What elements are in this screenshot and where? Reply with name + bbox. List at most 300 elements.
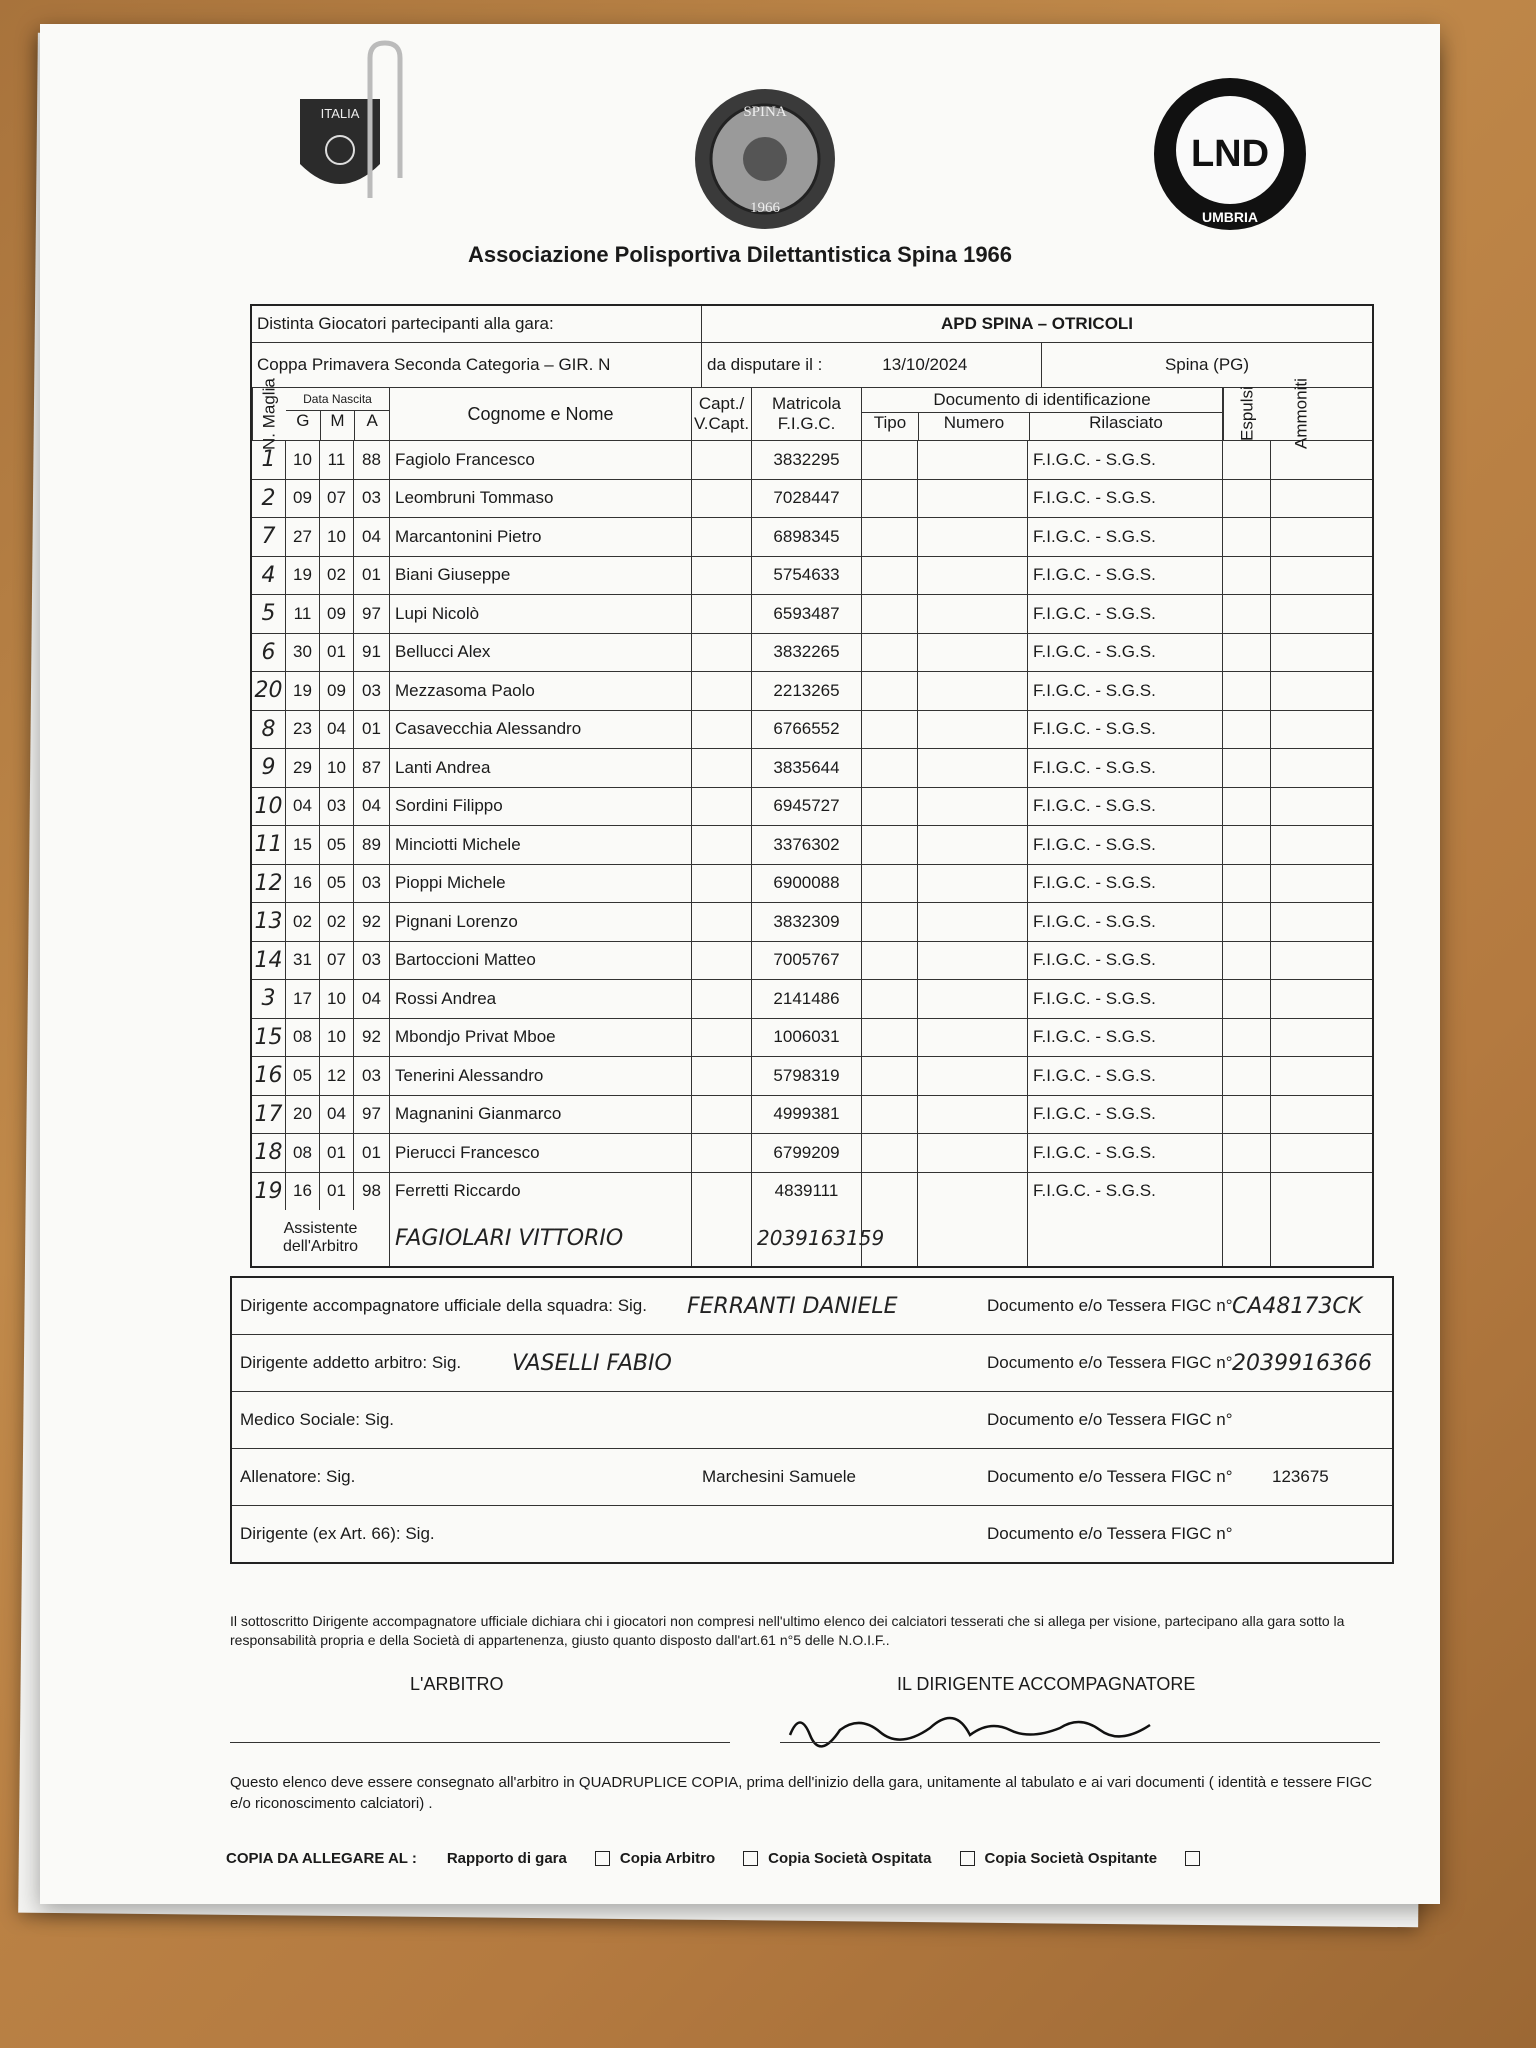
- captain-cell: [692, 480, 752, 518]
- doc-number-cell: [918, 518, 1028, 556]
- col-tipo: Tipo: [862, 413, 919, 440]
- official-row: [232, 1449, 1392, 1506]
- spina-logo-bottom-text: 1966: [750, 200, 780, 216]
- player-name: Ferretti Riccardo: [390, 1173, 692, 1211]
- matricola-number: 6945727: [752, 788, 862, 826]
- player-name: Mbondjo Privat Mboe: [390, 1019, 692, 1057]
- col-n-maglia: N. Maglia: [252, 388, 286, 440]
- table-row: [252, 1096, 1372, 1135]
- warned-cell: [1271, 826, 1332, 864]
- doc-number-cell: [918, 634, 1028, 672]
- player-jersey-number: 10: [252, 788, 286, 826]
- warned-cell: [1271, 711, 1332, 749]
- birth-month: 07: [320, 480, 354, 518]
- birth-day: 19: [286, 557, 320, 595]
- table-row: [252, 480, 1372, 519]
- expelled-cell: [1223, 749, 1271, 787]
- player-jersey-number: 19: [252, 1173, 286, 1211]
- birth-month: 05: [320, 826, 354, 864]
- players-table: [250, 304, 1374, 1268]
- warned-cell: [1271, 749, 1332, 787]
- player-jersey-number: 9: [252, 749, 286, 787]
- issued-by: F.I.G.C. - S.G.S.: [1028, 865, 1223, 903]
- col-data-nascita: [286, 388, 390, 440]
- table-row: [252, 1019, 1372, 1058]
- matricola-number: 1006031: [752, 1019, 862, 1057]
- table-row: [252, 865, 1372, 904]
- birth-month: 10: [320, 1019, 354, 1057]
- birth-year: 98: [354, 1173, 390, 1211]
- doc-number-cell: [918, 672, 1028, 710]
- birth-day: 16: [286, 865, 320, 903]
- doc-number-cell: [918, 480, 1028, 518]
- player-jersey-number: 11: [252, 826, 286, 864]
- birth-day: 08: [286, 1019, 320, 1057]
- issued-by: F.I.G.C. - S.G.S.: [1028, 942, 1223, 980]
- expelled-cell: [1223, 595, 1271, 633]
- doc-number-cell: [918, 1134, 1028, 1172]
- birth-month: 12: [320, 1057, 354, 1095]
- matricola-number: 4839111: [752, 1173, 862, 1211]
- player-name: Tenerini Alessandro: [390, 1057, 692, 1095]
- birth-day: 16: [286, 1173, 320, 1211]
- captain-cell: [692, 595, 752, 633]
- warned-cell: [1271, 1173, 1332, 1211]
- official-label: Dirigente addetto arbitro: Sig.: [240, 1353, 462, 1372]
- birth-month: 09: [320, 595, 354, 633]
- player-rows: [252, 441, 1372, 1210]
- birth-month: 07: [320, 942, 354, 980]
- spina-logo-top-text: SPINA: [743, 104, 787, 120]
- doc-number-cell: [918, 711, 1028, 749]
- table-row: [252, 518, 1372, 557]
- expelled-cell: [1223, 711, 1271, 749]
- officials-box: [230, 1276, 1394, 1564]
- player-jersey-number: 20: [252, 672, 286, 710]
- birth-year: 89: [354, 826, 390, 864]
- player-jersey-number: 14: [252, 942, 286, 980]
- player-name: Mezzasoma Paolo: [390, 672, 692, 710]
- birth-month: 10: [320, 518, 354, 556]
- expelled-cell: [1223, 1173, 1271, 1211]
- official-doc-label: Documento e/o Tessera FIGC n°: [987, 1296, 1233, 1315]
- birth-year: 04: [354, 518, 390, 556]
- player-jersey-number: 8: [252, 711, 286, 749]
- doc-number-cell: [918, 441, 1028, 479]
- copy-option-label: Copia Società Ospitata: [768, 1850, 932, 1867]
- arbitro-signature-label: L'ARBITRO: [410, 1674, 504, 1694]
- table-row: [252, 942, 1372, 981]
- official-doc-value: 2039916366: [1232, 1350, 1372, 1376]
- issued-by: F.I.G.C. - S.G.S.: [1028, 672, 1223, 710]
- col-g: G: [286, 411, 321, 440]
- document-sheet: [40, 24, 1440, 1904]
- official-label: Allenatore: Sig.: [240, 1467, 356, 1486]
- expelled-cell: [1223, 518, 1271, 556]
- birth-day: 27: [286, 518, 320, 556]
- expelled-cell: [1223, 441, 1271, 479]
- matricola-number: 7005767: [752, 942, 862, 980]
- birth-year: 03: [354, 480, 390, 518]
- paperclip: [340, 38, 440, 208]
- player-name: Magnanini Gianmarco: [390, 1096, 692, 1134]
- table-row: [252, 441, 1372, 480]
- copy-checkbox[interactable]: [960, 1851, 975, 1866]
- birth-day: 29: [286, 749, 320, 787]
- doc-type-cell: [862, 557, 918, 595]
- issued-by: F.I.G.C. - S.G.S.: [1028, 788, 1223, 826]
- birth-year: 03: [354, 865, 390, 903]
- expelled-cell: [1223, 557, 1271, 595]
- table-row: [252, 1173, 1372, 1211]
- birth-day: 17: [286, 980, 320, 1018]
- player-jersey-number: 4: [252, 557, 286, 595]
- player-name: Pioppi Michele: [390, 865, 692, 903]
- issued-by: F.I.G.C. - S.G.S.: [1028, 1057, 1223, 1095]
- official-label: Dirigente (ex Art. 66): Sig.: [240, 1524, 435, 1543]
- issued-by: F.I.G.C. - S.G.S.: [1028, 903, 1223, 941]
- captain-cell: [692, 711, 752, 749]
- matricola-number: 5798319: [752, 1057, 862, 1095]
- player-name: Bellucci Alex: [390, 634, 692, 672]
- captain-cell: [692, 980, 752, 1018]
- table-row: [252, 749, 1372, 788]
- doc-number-cell: [918, 903, 1028, 941]
- col-a: A: [366, 411, 378, 430]
- birth-month: 10: [320, 749, 354, 787]
- captain-cell: [692, 634, 752, 672]
- player-name: Pignani Lorenzo: [390, 903, 692, 941]
- warned-cell: [1271, 1019, 1332, 1057]
- doc-number-cell: [918, 1057, 1028, 1095]
- expelled-cell: [1223, 1057, 1271, 1095]
- matricola-number: 6799209: [752, 1134, 862, 1172]
- captain-cell: [692, 865, 752, 903]
- expelled-cell: [1223, 942, 1271, 980]
- expelled-cell: [1223, 865, 1271, 903]
- expelled-cell: [1223, 903, 1271, 941]
- matricola-number: 6900088: [752, 865, 862, 903]
- official-doc-value: 123675: [1272, 1467, 1329, 1486]
- copy-checkbox[interactable]: [595, 1851, 610, 1866]
- warned-cell: [1271, 518, 1332, 556]
- match-name: APD SPINA – OTRICOLI: [940, 314, 1134, 333]
- distinta-label: Distinta Giocatori partecipanti alla gara:: [252, 306, 702, 342]
- player-name: Fagiolo Francesco: [390, 441, 692, 479]
- player-name: Biani Giuseppe: [390, 557, 692, 595]
- col-m: M: [321, 411, 356, 440]
- player-name: Minciotti Michele: [390, 826, 692, 864]
- player-jersey-number: 16: [252, 1057, 286, 1095]
- arbitro-signature-line: [230, 1742, 730, 1743]
- doc-type-cell: [862, 711, 918, 749]
- birth-month: 02: [320, 903, 354, 941]
- matricola-number: 5754633: [752, 557, 862, 595]
- player-jersey-number: 1: [252, 441, 286, 479]
- copy-option-label: Copia Società Ospitante: [984, 1850, 1158, 1867]
- assistant-number: 2039163159: [752, 1210, 862, 1266]
- official-value: FERRANTI DANIELE: [687, 1293, 898, 1319]
- issued-by: F.I.G.C. - S.G.S.: [1028, 441, 1223, 479]
- table-row: [252, 1134, 1372, 1173]
- issued-by: F.I.G.C. - S.G.S.: [1028, 557, 1223, 595]
- issued-by: F.I.G.C. - S.G.S.: [1028, 1173, 1223, 1211]
- player-name: Casavecchia Alessandro: [390, 711, 692, 749]
- birth-day: 10: [286, 441, 320, 479]
- dirigente-signature-label: IL DIRIGENTE ACCOMPAGNATORE: [897, 1674, 1196, 1694]
- player-jersey-number: 3: [252, 980, 286, 1018]
- matricola-number: 3832295: [752, 441, 862, 479]
- official-row: [232, 1392, 1392, 1449]
- player-jersey-number: 6: [252, 634, 286, 672]
- assistant-ril: [1028, 1210, 1223, 1266]
- issued-by: F.I.G.C. - S.G.S.: [1028, 634, 1223, 672]
- expelled-cell: [1223, 480, 1271, 518]
- birth-year: 97: [354, 1096, 390, 1134]
- issued-by: F.I.G.C. - S.G.S.: [1028, 980, 1223, 1018]
- birth-year: 97: [354, 595, 390, 633]
- doc-type-cell: [862, 980, 918, 1018]
- player-jersey-number: 13: [252, 903, 286, 941]
- captain-cell: [692, 903, 752, 941]
- player-name: Lanti Andrea: [390, 749, 692, 787]
- matricola-number: 4999381: [752, 1096, 862, 1134]
- birth-day: 19: [286, 672, 320, 710]
- assistant-numero: [918, 1210, 1028, 1266]
- assistant-row: [252, 1210, 1372, 1266]
- table-row: [252, 903, 1372, 942]
- player-jersey-number: 7: [252, 518, 286, 556]
- player-name: Lupi Nicolò: [390, 595, 692, 633]
- doc-type-cell: [862, 749, 918, 787]
- table-row: [252, 711, 1372, 750]
- warned-cell: [1271, 1057, 1332, 1095]
- birth-day: 15: [286, 826, 320, 864]
- birth-year: 91: [354, 634, 390, 672]
- official-value: VASELLI FABIO: [512, 1350, 672, 1376]
- col-data-nascita-label: Data Nascita: [303, 392, 372, 406]
- captain-cell: [692, 826, 752, 864]
- italia-text: ITALIA: [320, 106, 360, 121]
- assistant-amm: [1271, 1210, 1332, 1266]
- doc-number-cell: [918, 595, 1028, 633]
- umbria-logo-text: UMBRIA: [1202, 209, 1258, 225]
- doc-number-cell: [918, 1173, 1028, 1211]
- col-ammoniti: Ammoniti: [1291, 378, 1311, 450]
- expelled-cell: [1223, 1096, 1271, 1134]
- col-matricola: Matricola F.I.G.C.: [752, 388, 862, 440]
- doc-number-cell: [918, 1096, 1028, 1134]
- birth-day: 05: [286, 1057, 320, 1095]
- captain-cell: [692, 441, 752, 479]
- col-documento: [862, 388, 1223, 440]
- official-doc-label: Documento e/o Tessera FIGC n°: [987, 1410, 1233, 1429]
- issued-by: F.I.G.C. - S.G.S.: [1028, 1019, 1223, 1057]
- table-row: [252, 595, 1372, 634]
- birth-day: 09: [286, 480, 320, 518]
- player-jersey-number: 2: [252, 480, 286, 518]
- captain-cell: [692, 1134, 752, 1172]
- table-row: [252, 788, 1372, 827]
- warned-cell: [1271, 903, 1332, 941]
- birth-day: 30: [286, 634, 320, 672]
- warned-cell: [1271, 634, 1332, 672]
- expelled-cell: [1223, 634, 1271, 672]
- birth-year: 03: [354, 672, 390, 710]
- doc-type-cell: [862, 903, 918, 941]
- birth-year: 04: [354, 980, 390, 1018]
- matricola-number: 2213265: [752, 672, 862, 710]
- copy-checkbox[interactable]: [1185, 1851, 1200, 1866]
- issued-by: F.I.G.C. - S.G.S.: [1028, 1134, 1223, 1172]
- birth-year: 01: [354, 1134, 390, 1172]
- official-doc-label: Documento e/o Tessera FIGC n°: [987, 1467, 1233, 1486]
- player-jersey-number: 18: [252, 1134, 286, 1172]
- doc-type-cell: [862, 672, 918, 710]
- doc-number-cell: [918, 980, 1028, 1018]
- captain-cell: [692, 518, 752, 556]
- player-jersey-number: 5: [252, 595, 286, 633]
- captain-cell: [692, 1173, 752, 1211]
- birth-month: 09: [320, 672, 354, 710]
- copies-row: [226, 1850, 1426, 1867]
- doc-number-cell: [918, 865, 1028, 903]
- birth-day: 08: [286, 1134, 320, 1172]
- competition-row: [252, 343, 1372, 388]
- official-label: Medico Sociale: Sig.: [240, 1410, 395, 1429]
- issued-by: F.I.G.C. - S.G.S.: [1028, 1096, 1223, 1134]
- matricola-number: 6898345: [752, 518, 862, 556]
- birth-month: 01: [320, 1134, 354, 1172]
- assistant-label: Assistente dell'Arbitro: [252, 1210, 390, 1266]
- birth-month: 01: [320, 634, 354, 672]
- table-row: [252, 1057, 1372, 1096]
- official-row: [232, 1335, 1392, 1392]
- birth-year: 87: [354, 749, 390, 787]
- matricola-number: 3835644: [752, 749, 862, 787]
- doc-type-cell: [862, 1057, 918, 1095]
- assistant-tipo: [862, 1210, 918, 1266]
- doc-type-cell: [862, 480, 918, 518]
- captain-cell: [692, 749, 752, 787]
- column-header-row: [252, 378, 1372, 450]
- expelled-cell: [1223, 1134, 1271, 1172]
- birth-day: 31: [286, 942, 320, 980]
- birth-year: 03: [354, 942, 390, 980]
- birth-year: 01: [354, 711, 390, 749]
- birth-year: 01: [354, 557, 390, 595]
- doc-number-cell: [918, 788, 1028, 826]
- date-cell: [702, 343, 1042, 387]
- matricola-number: 2141486: [752, 980, 862, 1018]
- competition-name: Coppa Primavera Seconda Categoria – GIR. N: [252, 343, 702, 387]
- player-jersey-number: 15: [252, 1019, 286, 1057]
- association-title: Associazione Polisportiva Dilettantistica Spina 1966: [467, 242, 1013, 267]
- copy-checkbox[interactable]: [743, 1851, 758, 1866]
- birth-day: 02: [286, 903, 320, 941]
- col-name: Cognome e Nome: [390, 388, 692, 440]
- player-name: Pierucci Francesco: [390, 1134, 692, 1172]
- spina-1966-logo: [690, 84, 840, 234]
- expelled-cell: [1223, 1019, 1271, 1057]
- doc-type-cell: [862, 634, 918, 672]
- issued-by: F.I.G.C. - S.G.S.: [1028, 749, 1223, 787]
- matricola-number: 6593487: [752, 595, 862, 633]
- official-row: [232, 1278, 1392, 1335]
- official-row: [232, 1506, 1392, 1562]
- table-row: [252, 826, 1372, 865]
- captain-cell: [692, 672, 752, 710]
- birth-day: 11: [286, 595, 320, 633]
- doc-number-cell: [918, 1019, 1028, 1057]
- doc-number-cell: [918, 749, 1028, 787]
- warned-cell: [1271, 595, 1332, 633]
- warned-cell: [1271, 557, 1332, 595]
- table-row: [252, 557, 1372, 596]
- official-value: Marchesini Samuele: [702, 1467, 857, 1486]
- birth-month: 02: [320, 557, 354, 595]
- official-doc-value: CA48173CK: [1232, 1293, 1363, 1319]
- match-date: 13/10/2024: [882, 355, 968, 374]
- warned-cell: [1271, 672, 1332, 710]
- matricola-number: 3832265: [752, 634, 862, 672]
- doc-number-cell: [918, 942, 1028, 980]
- doc-type-cell: [862, 518, 918, 556]
- col-capt: Capt./ V.Capt.: [692, 388, 752, 440]
- copies-label: COPIA DA ALLEGARE AL :: [226, 1850, 417, 1867]
- lnd-umbria-logo: [1150, 74, 1310, 234]
- birth-year: 92: [354, 1019, 390, 1057]
- player-name: Bartoccioni Matteo: [390, 942, 692, 980]
- captain-cell: [692, 1019, 752, 1057]
- player-jersey-number: 12: [252, 865, 286, 903]
- doc-type-cell: [862, 1096, 918, 1134]
- lnd-logo-text: LND: [1190, 133, 1270, 175]
- doc-type-cell: [862, 826, 918, 864]
- col-espulsi: Espulsi: [1223, 388, 1271, 440]
- warned-cell: [1271, 788, 1332, 826]
- player-name: Rossi Andrea: [390, 980, 692, 1018]
- official-label: Dirigente accompagnatore ufficiale della squadra: Sig.: [240, 1296, 647, 1315]
- birth-year: 03: [354, 1057, 390, 1095]
- doc-number-cell: [918, 826, 1028, 864]
- table-row: [252, 634, 1372, 673]
- assistant-capt: [692, 1210, 752, 1266]
- birth-year: 92: [354, 903, 390, 941]
- player-jersey-number: 17: [252, 1096, 286, 1134]
- issued-by: F.I.G.C. - S.G.S.: [1028, 711, 1223, 749]
- col-rilasciato: Rilasciato: [1089, 413, 1163, 432]
- doc-type-cell: [862, 1173, 918, 1211]
- player-name: Leombruni Tommaso: [390, 480, 692, 518]
- doc-type-cell: [862, 441, 918, 479]
- dirigente-signature-line: [780, 1742, 1380, 1743]
- birth-year: 04: [354, 788, 390, 826]
- warned-cell: [1271, 865, 1332, 903]
- captain-cell: [692, 1057, 752, 1095]
- expelled-cell: [1223, 788, 1271, 826]
- birth-month: 01: [320, 1173, 354, 1211]
- expelled-cell: [1223, 826, 1271, 864]
- doc-type-cell: [862, 1134, 918, 1172]
- issued-by: F.I.G.C. - S.G.S.: [1028, 826, 1223, 864]
- doc-type-cell: [862, 788, 918, 826]
- assistant-esp: [1223, 1210, 1271, 1266]
- captain-cell: [692, 942, 752, 980]
- birth-month: 05: [320, 865, 354, 903]
- birth-month: 03: [320, 788, 354, 826]
- table-row: [252, 672, 1372, 711]
